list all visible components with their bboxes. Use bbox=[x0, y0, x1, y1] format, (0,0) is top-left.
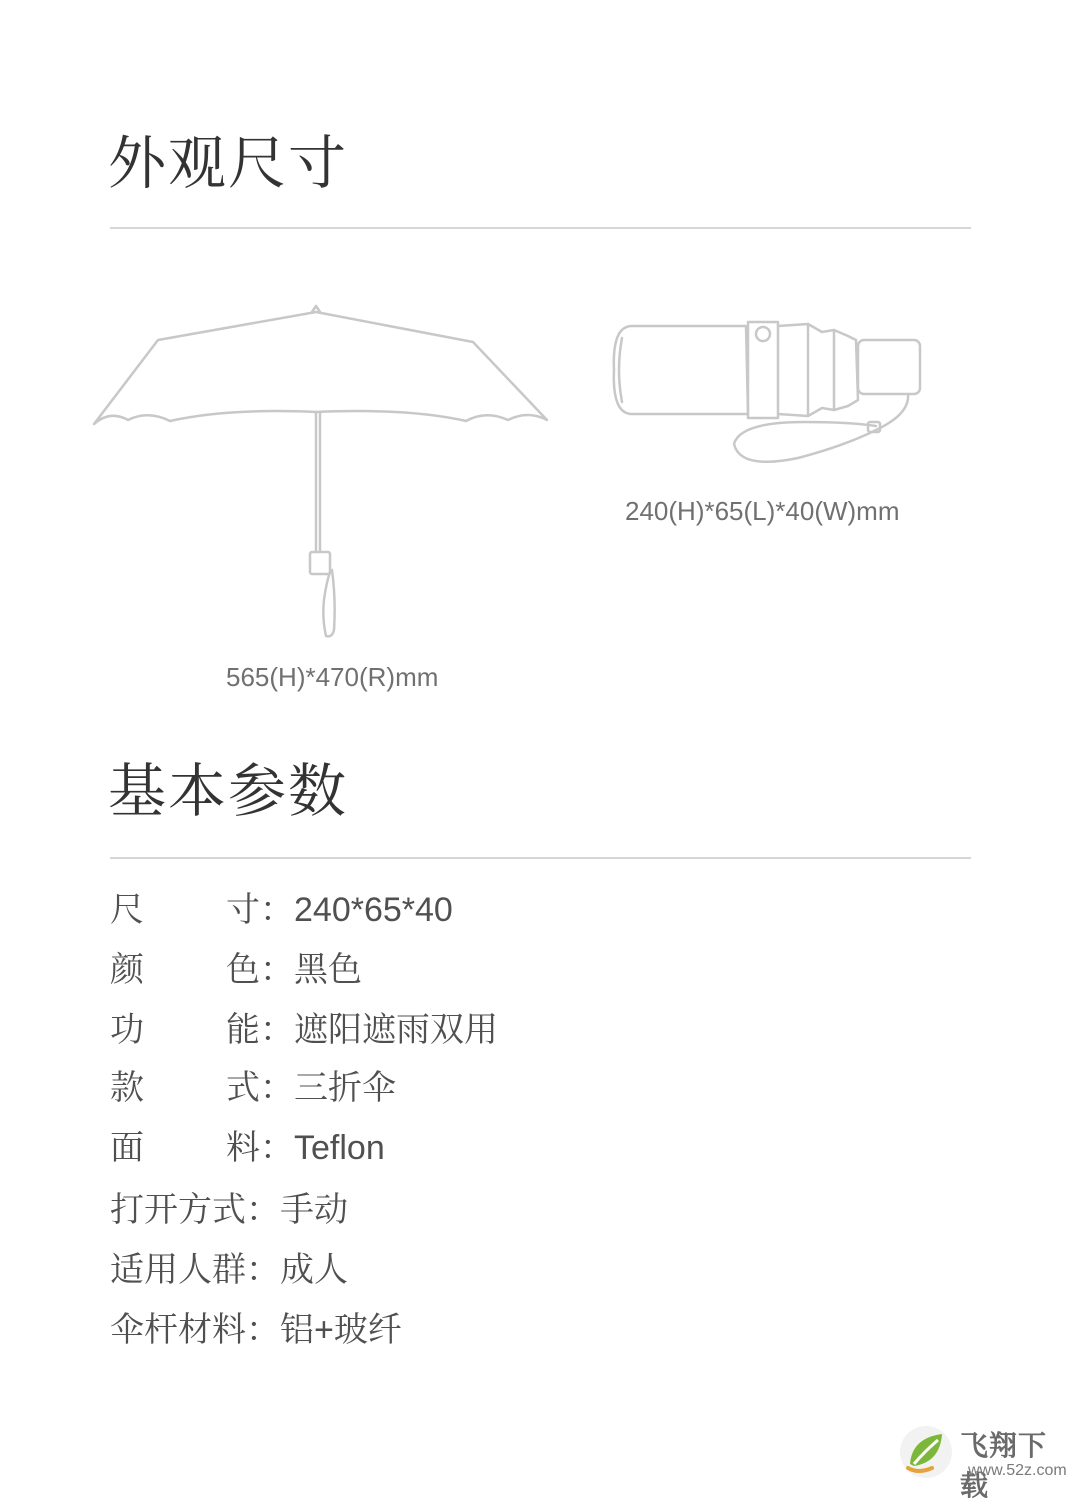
spec-key: 打开方式 bbox=[110, 1190, 246, 1230]
spec-value-size: 240*65*40 bbox=[294, 891, 453, 929]
params-title: 基本参数 bbox=[108, 757, 349, 825]
spec-value-shaft-material: 铝+玻纤 bbox=[280, 1311, 402, 1349]
open-umbrella-dimensions: 565(H)*470(R)mm bbox=[226, 662, 439, 692]
spec-key-char: 款 bbox=[110, 1068, 144, 1108]
watermark-site: www.52z.com bbox=[968, 1462, 1067, 1479]
spec-value-color: 黑色 bbox=[294, 951, 362, 989]
spec-key-char: 能 bbox=[226, 1010, 260, 1050]
spec-value-function: 遮阳遮雨双用 bbox=[294, 1011, 498, 1049]
watermark bbox=[898, 1420, 1068, 1502]
spec-key: 伞杆材料 bbox=[110, 1310, 246, 1350]
spec-key-char: 料 bbox=[226, 1128, 260, 1168]
spec-key-char: 色 bbox=[226, 950, 260, 990]
spec-key-char: 尺 bbox=[110, 890, 144, 930]
leaf-logo-icon bbox=[898, 1424, 954, 1480]
spec-key-char: 面 bbox=[110, 1128, 144, 1168]
spec-value-open-method: 手动 bbox=[280, 1191, 348, 1229]
spec-key-char: 寸 bbox=[226, 890, 260, 930]
spec-value-fabric: Teflon bbox=[294, 1129, 385, 1167]
spec-value-audience: 成人 bbox=[280, 1251, 348, 1289]
spec-key-char: 功 bbox=[110, 1010, 144, 1050]
spec-key-char: 颜 bbox=[110, 950, 144, 990]
params-divider bbox=[110, 857, 971, 859]
appearance-title: 外观尺寸 bbox=[108, 129, 349, 197]
watermark-name: 飞翔下载 bbox=[960, 1429, 1048, 1502]
appearance-divider bbox=[110, 227, 971, 229]
folded-umbrella-dimensions: 240(H)*65(L)*40(W)mm bbox=[625, 496, 900, 526]
folded-umbrella-illustration bbox=[608, 318, 928, 468]
spec-key-char: 式 bbox=[226, 1068, 260, 1108]
spec-value-style: 三折伞 bbox=[294, 1069, 396, 1107]
open-umbrella-illustration bbox=[88, 300, 558, 645]
spec-key: 适用人群 bbox=[110, 1250, 246, 1290]
